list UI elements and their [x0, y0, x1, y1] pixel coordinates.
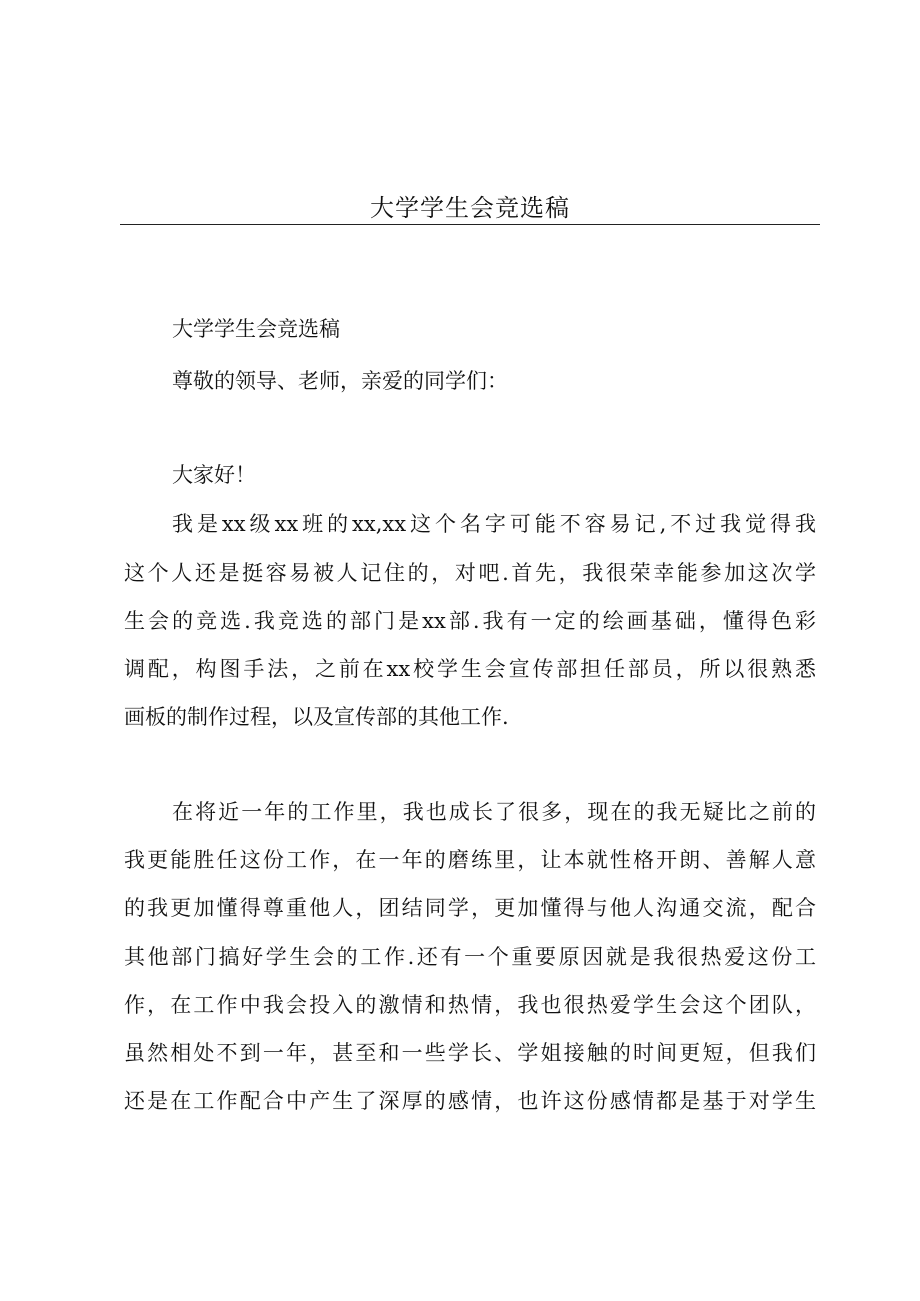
paragraph-2-line-2: 我更能胜任这份工作，在一年的磨练里，让本就性格开朗、善解人意 [124, 848, 816, 872]
paragraph-1-line-2: 这个人还是挺容易被人记住的，对吧.首先，我很荣幸能参加这次学 [124, 561, 816, 585]
paragraph-2-line-5: 作，在工作中我会投入的激情和热情，我也很热爱学生会这个团队， [124, 993, 816, 1017]
heading: 大学学生会竞选稿 [172, 317, 340, 341]
paragraph-2-line-1: 在将近一年的工作里，我也成长了很多，现在的我无疑比之前的 [172, 800, 816, 824]
paragraph-2-line-3: 的我更加懂得尊重他人，团结同学，更加懂得与他人沟通交流，配合 [124, 896, 816, 920]
greeting: 大家好！ [172, 463, 256, 487]
paragraph-2-line-4: 其他部门搞好学生会的工作.还有一个重要原因就是我很热爱这份工 [124, 945, 816, 969]
document-title: 大学学生会竞选稿 [370, 194, 570, 222]
paragraph-2-line-6: 虽然相处不到一年，甚至和一些学长、学姐接触的时间更短，但我们 [124, 1041, 816, 1065]
salutation: 尊敬的领导、老师，亲爱的同学们： [172, 369, 508, 393]
paragraph-1-line-4: 调配，构图手法，之前在xx校学生会宣传部担任部员，所以很熟悉 [124, 657, 816, 681]
paragraph-2-line-7: 还是在工作配合中产生了深厚的感情，也许这份感情都是基于对学生 [124, 1089, 816, 1113]
paragraph-1-line-1: 我是xx级xx班的xx,xx这个名字可能不容易记,不过我觉得我 [172, 512, 816, 536]
paragraph-1-line-3: 生会的竞选.我竞选的部门是xx部.我有一定的绘画基础，懂得色彩 [124, 609, 816, 633]
title-underline [120, 224, 820, 225]
paragraph-1-line-5: 画板的制作过程，以及宣传部的其他工作. [124, 705, 509, 729]
